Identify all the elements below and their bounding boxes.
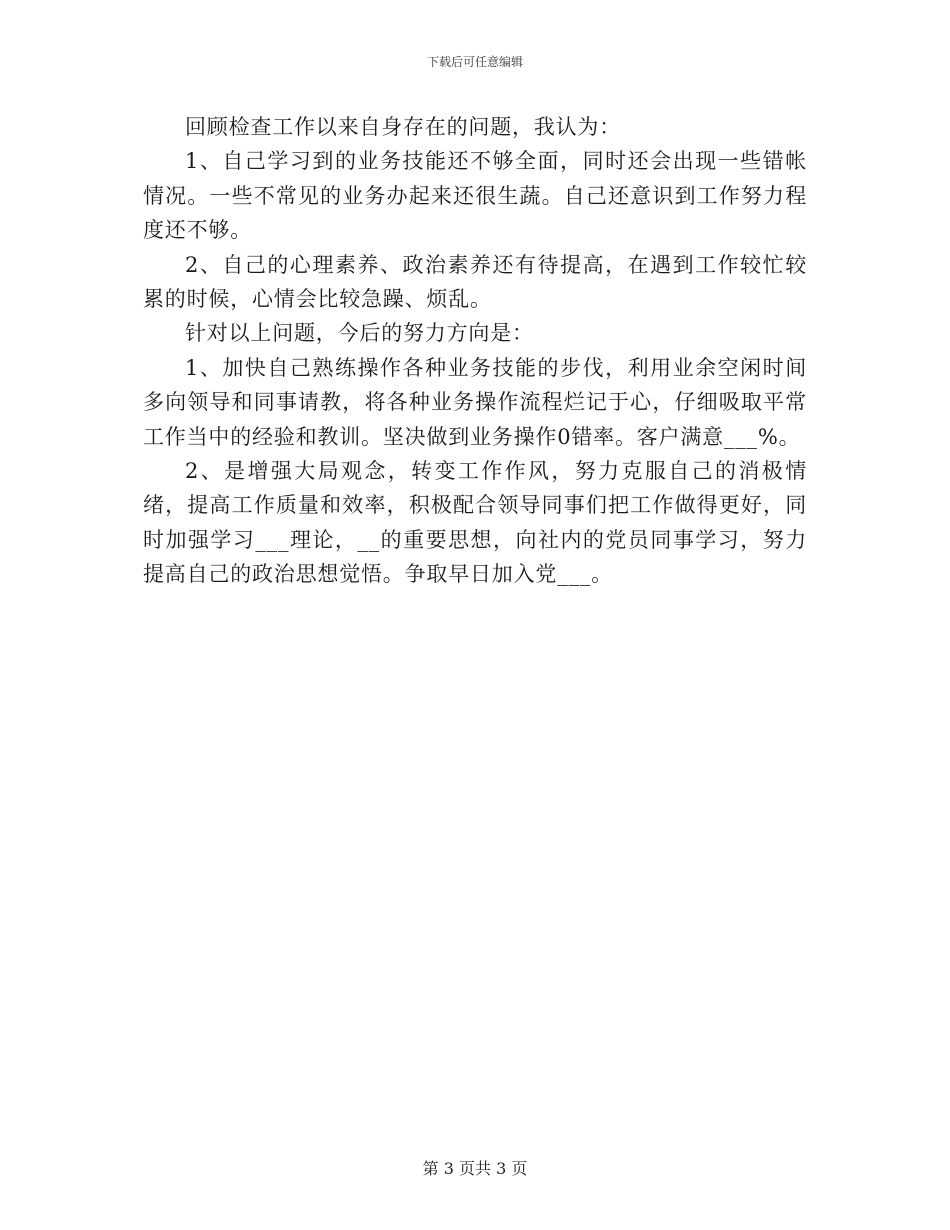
paragraph-direction-1: 1、加快自己熟练操作各种业务技能的步伐，利用业余空闲时间多向领导和同事请教，将各种业务操作流程烂记于心，仔细吸取平常工作当中的经验和教训。坚决做到业务操作0错率。客户满意___%。 [143, 355, 807, 449]
document-body [143, 110, 807, 592]
paragraph-intro: 回顾检查工作以来自身存在的问题，我认为： [185, 115, 621, 139]
paragraph-problem-1: 1、自己学习到的业务技能还不够全面，同时还会出现一些错帐情况。一些不常见的业务办起来还很生蔬。自己还意识到工作努力程度还不够。 [143, 149, 807, 243]
paragraph-direction-2: 2、是增强大局观念，转变工作作风，努力克服自己的消极情绪，提高工作质量和效率，积极配合领导同事们把工作做得更好，同时加强学习___理论，__的重要思想，向社内的党员同事学习，努力提高自己的政治思想觉悟。争取早日加入党___。 [143, 459, 807, 587]
page-header: 下载后可任意编辑 [426, 55, 523, 69]
paragraph-direction-intro: 针对以上问题，今后的努力方向是： [185, 321, 534, 346]
page-number: 第 3 页共 3 页 [422, 1159, 528, 1178]
paragraph-problem-2: 2、自己的心理素养、政治素养还有待提高，在遇到工作较忙较累的时候，心情会比较急躁、烦乱。 [143, 252, 807, 312]
